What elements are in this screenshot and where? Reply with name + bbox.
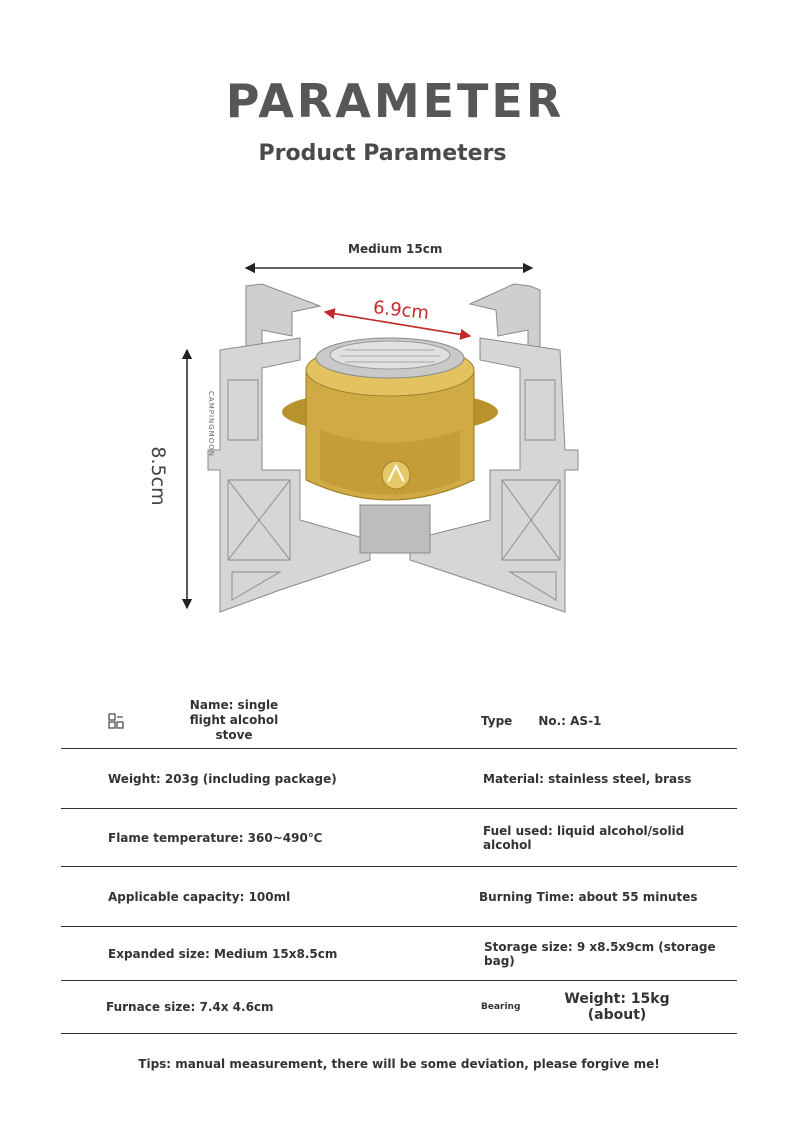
- bearing-label: Bearing: [481, 1002, 521, 1012]
- bearing-weight-line2: (about): [587, 1007, 647, 1023]
- parameters-table: [61, 693, 737, 1034]
- width-label: Medium 15cm: [348, 242, 443, 256]
- table-row: [61, 693, 737, 749]
- page-title: PARAMETER: [225, 74, 565, 128]
- product-name: Name: single flight alcohol stove: [189, 698, 279, 742]
- page-subtitle: Product Parameters: [258, 141, 507, 166]
- table-row: [61, 981, 737, 1034]
- flame-temperature-cell: Flame temperature: 360~490℃: [61, 809, 479, 867]
- tips-note: Tips: manual measurement, there will be some deviation, please forgive me!: [138, 1057, 660, 1071]
- height-label: 8.5cm: [147, 446, 169, 506]
- table-row: [61, 809, 737, 867]
- bearing-weight: [564, 991, 669, 1023]
- table-row: [61, 867, 737, 927]
- fuel-used-cell: Fuel used: liquid alcohol/solid alcohol: [479, 809, 737, 867]
- capacity-cell: Applicable capacity: 100ml: [61, 867, 479, 927]
- table-row: [61, 927, 737, 981]
- brand-text: CAMPINGMOON: [206, 391, 215, 457]
- model-number: No.: AS-1: [538, 713, 602, 728]
- furnace-size-cell: Furnace size: 7.4x 4.6cm: [61, 981, 479, 1034]
- stove-illustration: [208, 284, 578, 612]
- material-cell: Material: stainless steel, brass: [479, 749, 737, 809]
- burning-time-cell: Burning Time: about 55 minutes: [479, 867, 737, 927]
- type-label: Type: [481, 713, 513, 728]
- bearing-weight-line1: Weight: 15kg: [564, 991, 670, 1007]
- furnace-diameter-label: 6.9cm: [372, 297, 431, 324]
- expanded-size-cell: Expanded size: Medium 15x8.5cm: [61, 927, 479, 981]
- weight-cell: Weight: 203g (including package): [61, 749, 479, 809]
- storage-size-cell: Storage size: 9 x8.5x9cm (storage bag): [479, 927, 737, 981]
- table-row: [61, 749, 737, 809]
- product-grid-icon: [108, 713, 124, 729]
